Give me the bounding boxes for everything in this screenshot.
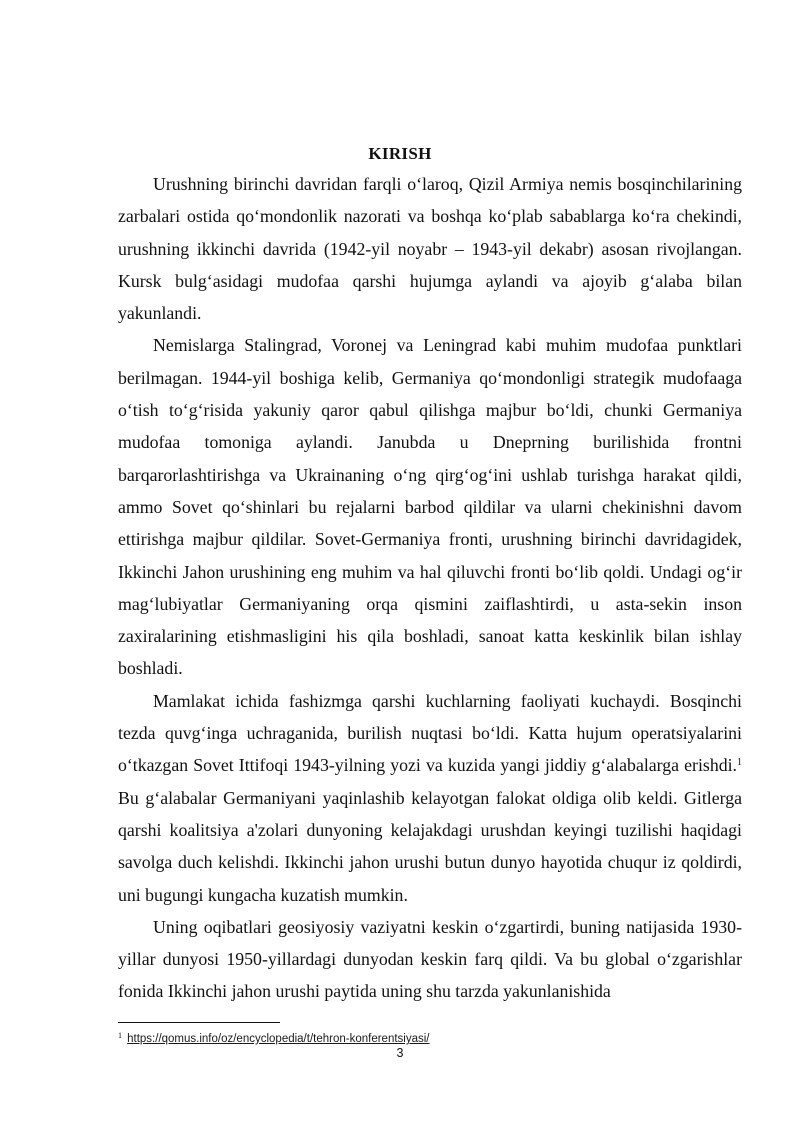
paragraph-text: Uning oqibatlari geosiyosiy vaziyatni keskin o‘zgartirdi, buning natijasida 1930-yillar dunyosi 1950-yillardagi dunyodan keskin farq qildi. Va bu global o‘zgarishlar fonida Ikkinchi jahon urushi paytida uning shu tarzda yakunlanishida — [118, 916, 742, 1002]
page-number: 3 — [396, 1046, 404, 1060]
paragraph-2 — [118, 329, 742, 684]
paragraph-text: Urushning birinchi davridan farqli o‘laroq, Qizil Armiya nemis bosqinchilarining zarbalari ostida qo‘mondonlik nazorati va boshqa ko‘plab sabablarga ko‘ra chekindi, urushning ikkinchi davrida (1942-yil noyabr – 1943-yil dekabr) asosan rivojlangan. Kursk bulg‘asidagi mudofaa qarshi hujumga aylandi va ajoyib g‘alaba bilan yakunlandi. — [118, 174, 742, 324]
footnote — [118, 1028, 429, 1047]
paragraph-4 — [118, 911, 742, 1008]
paragraph-text: Nemislarga Stalingrad, Voronej va Leningrad kabi muhim mudofaa punktlari berilmagan. 1944-yil boshiga kelib, Germaniya qo‘mondonligi strategik mudofaaga o‘tish to‘g‘risida yakuniy qaror qabul qilishga majbur bo‘ldi, chunki Germaniya mudofaa tomoniga aylandi. Janubda u Dneprning burilishida frontni barqarorlashtirishga va Ukrainaning o‘ng qirg‘og‘ini ushlab turishga harakat qildi, ammo Sovet qo‘shinlari bu rejalarni barbod qildilar va ularni chekinishni davom ettirishga majbur qildilar. Sovet-Germaniya fronti, urushning birinchi davridagidek, Ikkinchi Jahon urushining eng muhim va hal qiluvchi fronti bo‘lib qoldi. Undagi og‘ir mag‘lubiyatlar Germaniyaning orqa qismini zaiflashtirdi, u asta-sekin inson zaxiralarining etishmasligini his qila boshladi, sanoat katta keskinlik bilan ishlay boshladi. — [118, 335, 742, 679]
page-title: KIRISH — [368, 144, 432, 163]
footnote-separator — [118, 1022, 280, 1023]
paragraph-text-continued: Bu g‘alabalar Germaniyani yaqinlashib kelayotgan falokat oldiga olib keldi. Gitlerga qarshi koalitsiya a'zolari dunyoning kelajakdagi urushdan keyingi tuzilishi haqidagi savolga duch kelishdi. Ikkinchi jahon urushi butun dunyo hayotida chuqur iz qoldirdi, uni bugungi kungacha kuzatish mumkin. — [118, 787, 742, 905]
body-text — [118, 168, 742, 1008]
paragraph-1 — [118, 168, 742, 329]
footnote-reference[interactable]: 1 — [737, 757, 742, 769]
paragraph-text: Mamlakat ichida fashizmga qarshi kuchlarning faoliyati kuchaydi. Bosqinchi tezda quvg‘inga uchraganida, burilish nuqtasi bo‘ldi. Katta hujum operatsiyalarini o‘tkazgan Sovet Ittifoqi 1943-yilning yozi va kuzida yangi jiddiy g‘alabalarga erishdi. — [118, 690, 742, 776]
footnote-link[interactable]: https://qomus.info/oz/encyclopedia/t/tehron-konferentsiyasi/ — [127, 1033, 430, 1045]
paragraph-3 — [118, 685, 742, 911]
footnote-number: 1 — [118, 1031, 122, 1040]
